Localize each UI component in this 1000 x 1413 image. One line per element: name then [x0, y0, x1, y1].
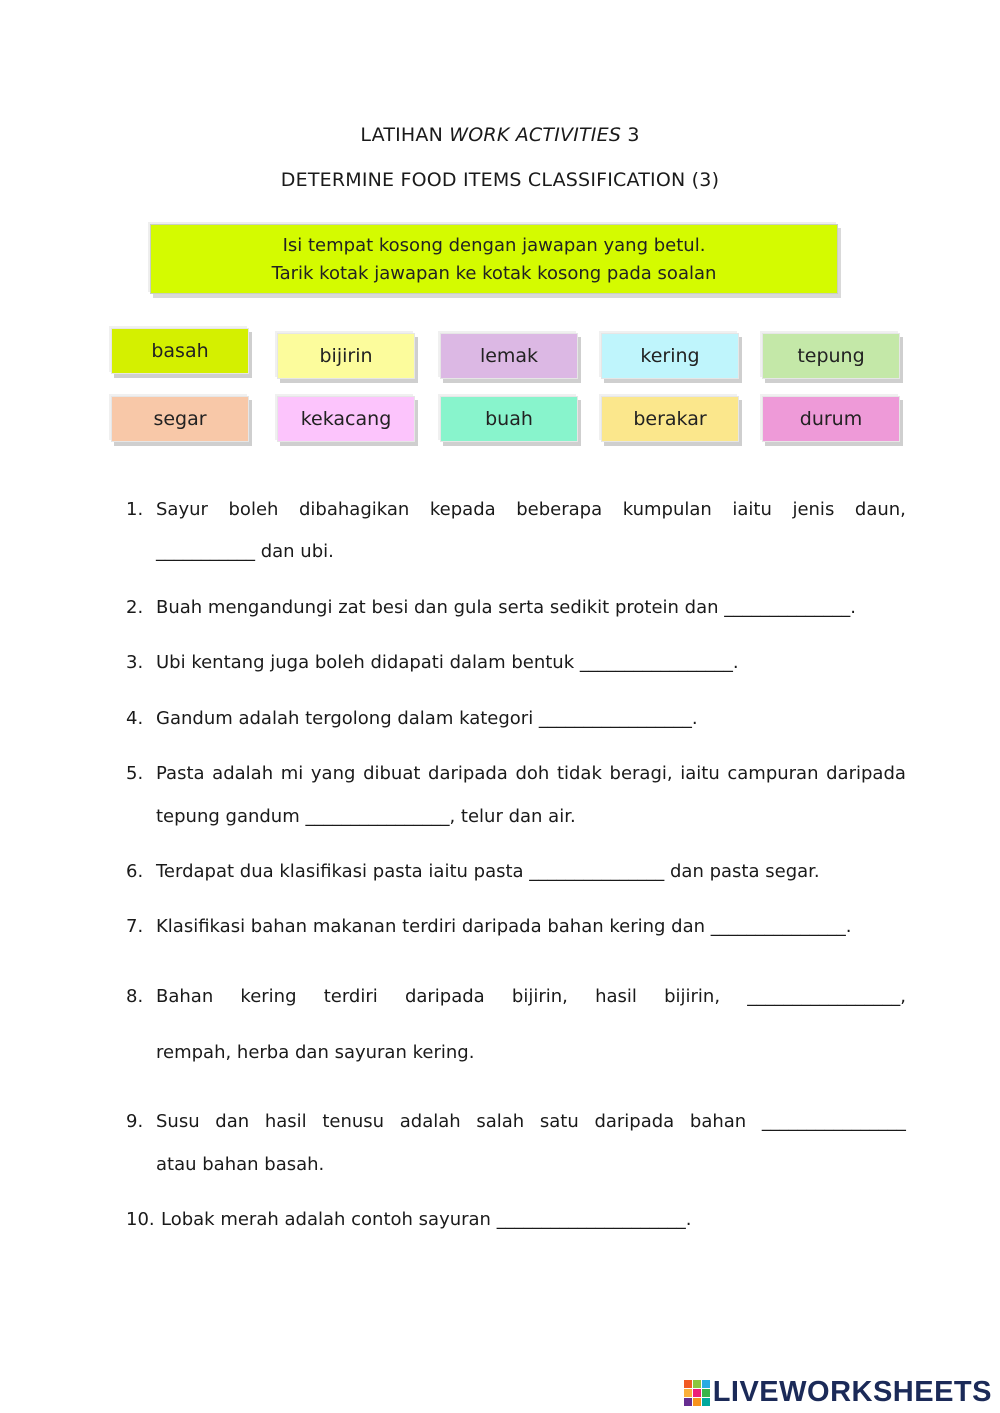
question-word: daripada: [428, 763, 508, 784]
question-1: [126, 499, 906, 579]
logo-square: [684, 1389, 692, 1397]
question-word: doh: [515, 763, 550, 784]
question-8: [126, 986, 906, 1066]
question-word: hasil: [264, 1111, 307, 1132]
question-word: bijirin,: [511, 986, 568, 1007]
question-word: dibuat: [363, 763, 421, 784]
question-word: daripada: [594, 1111, 675, 1132]
question-word: beragi,: [609, 763, 673, 784]
question-word: Sayur: [156, 499, 208, 520]
question-line-2: atau bahan basah.: [156, 1154, 325, 1175]
question-word: jenis: [792, 499, 835, 520]
question-text[interactable]: Ubi kentang juga boleh didapati dalam bentuk _________________.: [156, 652, 739, 673]
logo-square: [684, 1380, 692, 1388]
title-suffix: 3: [627, 124, 640, 146]
title-italic: WORK ACTIVITIES: [449, 124, 622, 146]
question-5: [126, 763, 906, 843]
question-line-1[interactable]: [156, 986, 906, 1007]
question-text[interactable]: Buah mengandungi zat besi dan gula serta sedikit protein dan ______________.: [156, 597, 856, 618]
question-number: 4.: [126, 708, 144, 729]
question-line-2: rempah, herba dan sayuran kering.: [156, 1042, 475, 1063]
logo-square: [693, 1389, 701, 1397]
page-title: [0, 124, 1000, 146]
question-text[interactable]: Lobak merah adalah contoh sayuran _____________________.: [161, 1209, 692, 1230]
question-9: [126, 1111, 906, 1181]
question-number: 3.: [126, 652, 144, 673]
question-word: dibahagikan: [299, 499, 410, 520]
question-line-2[interactable]: tepung gandum ________________, telur dan air.: [156, 806, 576, 827]
answer-chip-basah[interactable]: basah: [111, 328, 249, 374]
instruction-line-2: Tarik kotak jawapan ke kotak kosong pada soalan: [271, 263, 717, 284]
answer-chip-lemak[interactable]: lemak: [440, 333, 578, 379]
question-word: salah: [476, 1111, 525, 1132]
question-word: tidak: [556, 763, 602, 784]
question-word: Pasta: [156, 763, 205, 784]
question-word: kepada: [429, 499, 496, 520]
title-prefix: LATIHAN: [360, 124, 444, 146]
question-line-2[interactable]: ___________ dan ubi.: [156, 541, 334, 562]
liveworksheets-logo: [684, 1376, 992, 1409]
question-line-1: [156, 763, 906, 784]
instruction-line-1: Isi tempat kosong dengan jawapan yang betul.: [282, 235, 706, 256]
question-word: _________________,: [747, 986, 906, 1007]
question-line-1: [156, 499, 906, 520]
question-number: 8.: [126, 986, 144, 1007]
instruction-box: [150, 224, 838, 294]
answer-chip-durum[interactable]: durum: [762, 396, 900, 442]
question-number: 9.: [126, 1111, 144, 1132]
question-word: mi: [280, 763, 304, 784]
logo-square: [693, 1380, 701, 1388]
question-word: daripada: [826, 763, 906, 784]
answer-chip-bijirin[interactable]: bijirin: [277, 333, 415, 379]
question-word: iaitu: [732, 499, 772, 520]
question-word: terdiri: [323, 986, 378, 1007]
logo-square: [702, 1380, 710, 1388]
question-word: campuran: [727, 763, 819, 784]
question-number: 7.: [126, 916, 144, 937]
question-text[interactable]: Klasifikasi bahan makanan terdiri daripada bahan kering dan _______________.: [156, 916, 852, 937]
question-number: 5.: [126, 763, 144, 784]
page-subtitle: DETERMINE FOOD ITEMS CLASSIFICATION (3): [280, 169, 720, 191]
question-word: daripada: [404, 986, 485, 1007]
question-word: bahan: [689, 1111, 747, 1132]
question-word: beberapa: [516, 499, 603, 520]
question-word: iaitu: [680, 763, 720, 784]
question-word: Bahan: [156, 986, 214, 1007]
logo-grid-icon: [684, 1380, 710, 1406]
question-word: kering: [240, 986, 297, 1007]
answer-chip-buah[interactable]: buah: [440, 396, 578, 442]
question-text[interactable]: Gandum adalah tergolong dalam kategori _________________.: [156, 708, 698, 729]
question-number: 2.: [126, 597, 144, 618]
answer-chip-tepung[interactable]: tepung: [762, 333, 900, 379]
answer-chip-berakar[interactable]: berakar: [601, 396, 739, 442]
answer-chip-segar[interactable]: segar: [111, 396, 249, 442]
question-word: bijirin,: [664, 986, 721, 1007]
question-word: satu: [539, 1111, 579, 1132]
logo-square: [702, 1389, 710, 1397]
logo-square: [702, 1398, 710, 1406]
question-word: kumpulan: [622, 499, 712, 520]
question-word: ________________: [761, 1111, 906, 1132]
question-number: 6.: [126, 861, 144, 882]
question-word: hasil: [595, 986, 637, 1007]
logo-square: [693, 1398, 701, 1406]
question-word: dan: [215, 1111, 250, 1132]
question-number: 1.: [126, 499, 144, 520]
question-number: 10.: [126, 1209, 155, 1230]
question-word: Susu: [156, 1111, 200, 1132]
question-line-1[interactable]: [156, 1111, 906, 1132]
question-word: tenusu: [322, 1111, 385, 1132]
answer-chip-kering[interactable]: kering: [601, 333, 739, 379]
question-word: adalah: [212, 763, 274, 784]
logo-square: [684, 1398, 692, 1406]
question-word: daun,: [854, 499, 906, 520]
question-word: boleh: [228, 499, 279, 520]
answer-chip-kekacang[interactable]: kekacang: [277, 396, 415, 442]
question-text[interactable]: Terdapat dua klasifikasi pasta iaitu pasta _______________ dan pasta segar.: [156, 861, 820, 882]
question-word: adalah: [399, 1111, 461, 1132]
question-word: yang: [310, 763, 356, 784]
logo-text: LIVEWORKSHEETS: [712, 1376, 992, 1408]
